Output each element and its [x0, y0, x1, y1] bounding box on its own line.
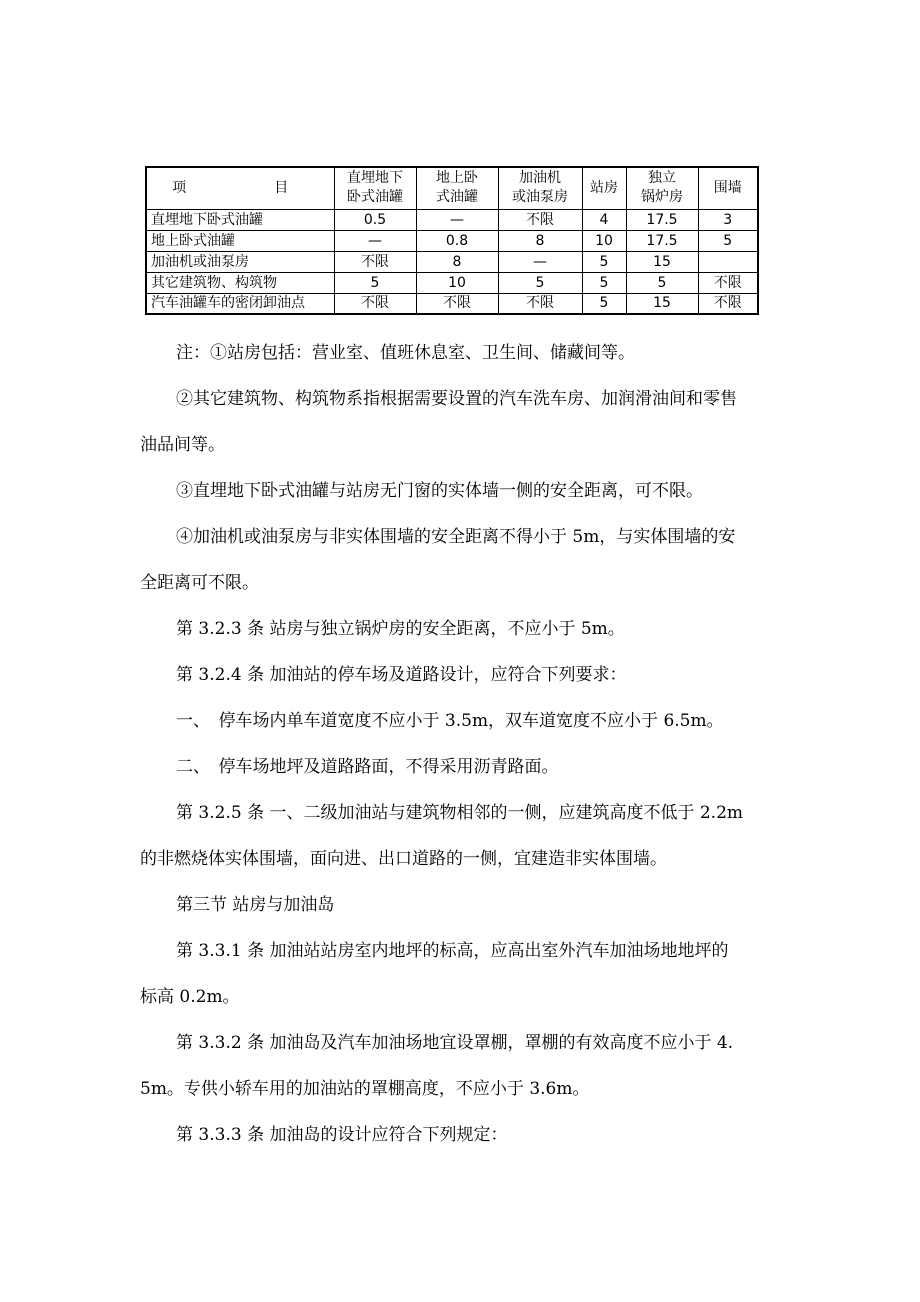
table-cell: 15	[626, 251, 698, 272]
table-row	[146, 209, 758, 230]
paragraph-line: 5m。专供小轿车用的加油站的罩棚高度，不应小于 3.6m。	[140, 1079, 590, 1099]
paragraph-line: 油品间等。	[140, 435, 225, 455]
table-row	[146, 293, 758, 314]
table-header	[146, 167, 758, 209]
table-cell: 15	[626, 293, 698, 314]
table-body	[146, 209, 758, 314]
header-line: 式油罐	[436, 189, 478, 206]
table-cell: 10	[416, 272, 498, 293]
header-above-ground-tank	[416, 167, 498, 209]
table-cell: 17.5	[626, 230, 698, 251]
table-cell: 不限	[498, 293, 582, 314]
header-line: 或油泵房	[512, 189, 568, 206]
table-cell: 8	[498, 230, 582, 251]
paragraph-line: 第 3.3.1 条 加油站站房室内地坪的标高，应高出室外汽车加油场地地坪的	[176, 941, 729, 961]
paragraph-line: 第 3.2.4 条 加油站的停车场及道路设计，应符合下列要求：	[176, 665, 627, 685]
row-label-cell: 地上卧式油罐	[146, 230, 334, 251]
header-line: 卧式油罐	[347, 189, 403, 206]
header-line: 独立	[648, 170, 676, 187]
paragraph-line: 第 3.3.2 条 加油岛及汽车加油场地宜设罩棚，罩棚的有效高度不应小于 4.	[176, 1033, 734, 1053]
table-cell: 4	[582, 209, 626, 230]
paragraph-line: 一、 停车场内单车道宽度不应小于 3.5m，双车道宽度不应小于 6.5m。	[176, 711, 724, 731]
row-label-cell: 汽车油罐车的密闭卸油点	[146, 293, 334, 314]
table-cell: 3	[698, 209, 758, 230]
table-cell: 5	[582, 293, 626, 314]
table-cell: 5	[582, 272, 626, 293]
paragraph-line: 标高 0.2m。	[140, 987, 240, 1007]
table-cell: —	[334, 230, 416, 251]
header-boiler-room	[626, 167, 698, 209]
paragraph-line: ③直埋地下卧式油罐与站房无门窗的实体墙一侧的安全距离，可不限。	[176, 481, 703, 501]
paragraph-line: 第三节 站房与加油岛	[176, 895, 335, 915]
table-cell: 不限	[334, 293, 416, 314]
header-line: 直埋地下	[347, 170, 403, 187]
header-line: 围墙	[713, 179, 742, 196]
paragraph-line: ④加油机或油泵房与非实体围墙的安全距离不得小于 5m，与实体围墙的安	[176, 527, 736, 547]
header-dispenser	[498, 167, 582, 209]
paragraph-line: 注：①站房包括：营业室、值班休息室、卫生间、储藏间等。	[176, 343, 635, 363]
table-cell: 不限	[498, 209, 582, 230]
paragraph-line: ②其它建筑物、构筑物系指根据需要设置的汽车洗车房、加润滑油间和零售	[176, 389, 737, 409]
table-row	[146, 230, 758, 251]
table-cell: 17.5	[626, 209, 698, 230]
paragraph-line: 第 3.3.3 条 加油岛的设计应符合下列规定：	[176, 1125, 508, 1145]
header-line: 锅炉房	[641, 189, 683, 206]
table-cell: 5	[626, 272, 698, 293]
table-cell: 5	[582, 251, 626, 272]
header-line: 地上卧	[436, 170, 478, 187]
table-row	[146, 272, 758, 293]
table-cell: 不限	[698, 272, 758, 293]
header-buried-tank	[334, 167, 416, 209]
paragraph-line: 全距离可不限。	[140, 573, 259, 593]
header-item	[146, 167, 334, 209]
table-cell: 5	[698, 230, 758, 251]
row-label-cell: 加油机或油泵房	[146, 251, 334, 272]
table-cell: 不限	[334, 251, 416, 272]
header-station-house	[582, 167, 626, 209]
table-cell: 不限	[416, 293, 498, 314]
paragraph-line: 第 3.2.3 条 站房与独立锅炉房的安全距离，不应小于 5m。	[176, 619, 625, 639]
table-cell: 10	[582, 230, 626, 251]
header-line: 加油机	[519, 170, 561, 187]
row-label-cell: 直埋地下卧式油罐	[146, 209, 334, 230]
paragraph-line: 二、 停车场地坪及道路路面，不得采用沥青路面。	[176, 757, 559, 777]
paragraph-line: 第 3.2.5 条 一、二级加油站与建筑物相邻的一侧，应建筑高度不低于 2.2m	[176, 803, 744, 823]
header-line: 站房	[590, 179, 618, 196]
row-label-cell: 其它建筑物、构筑物	[146, 272, 334, 293]
paragraph-line: 的非燃烧体实体围墙，面向进、出口道路的一侧，宜建造非实体围墙。	[140, 849, 667, 869]
header-item-label: 项 目	[172, 179, 309, 196]
table-row	[146, 251, 758, 272]
table-cell	[698, 251, 758, 272]
table-cell: 8	[416, 251, 498, 272]
table-cell: 0.8	[416, 230, 498, 251]
header-wall	[698, 167, 758, 209]
table-cell: —	[498, 251, 582, 272]
table-cell: 0.5	[334, 209, 416, 230]
table-cell: 5	[334, 272, 416, 293]
table-cell: 5	[498, 272, 582, 293]
table-cell: 不限	[698, 293, 758, 314]
safety-distance-table	[145, 166, 759, 315]
table-cell: —	[416, 209, 498, 230]
table-header-row	[146, 167, 758, 209]
